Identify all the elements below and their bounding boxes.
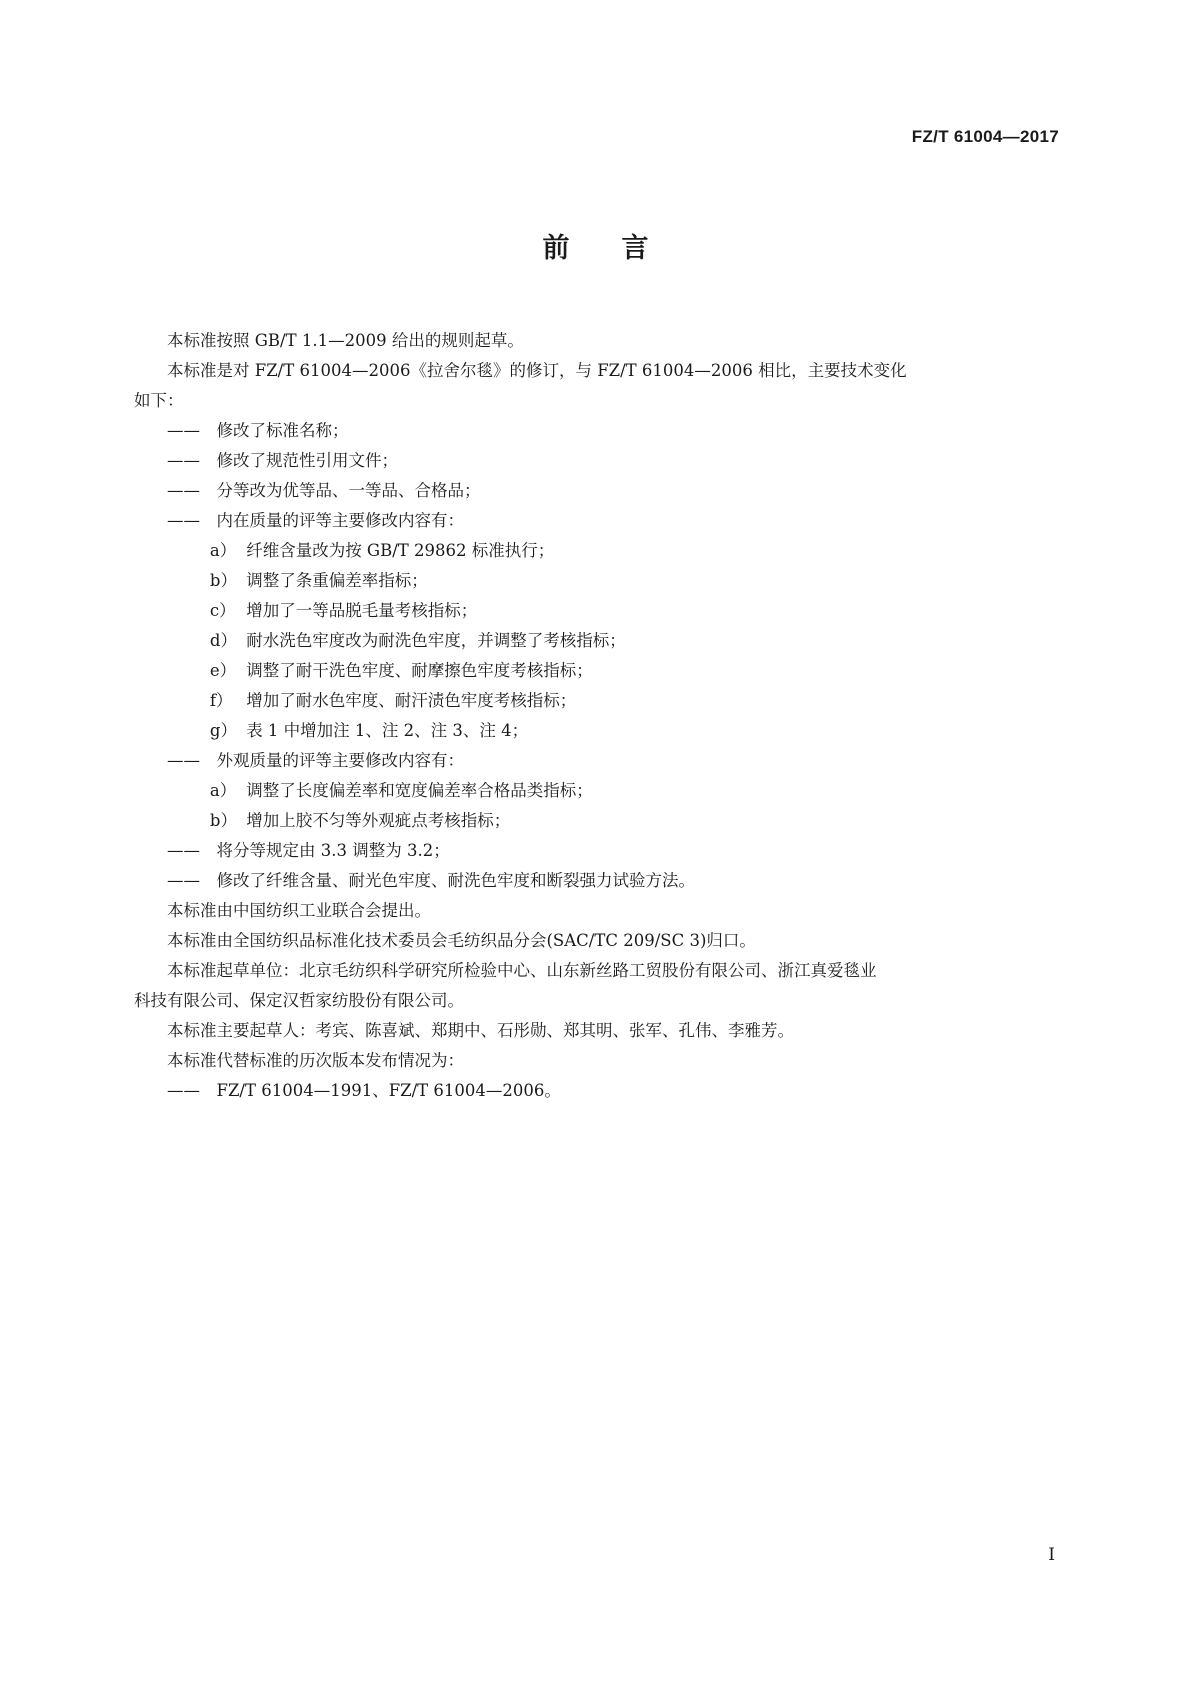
history-item: —— FZ/T 61004—1991、FZ/T 61004—2006。	[167, 1081, 561, 1100]
paragraph-history-heading: 本标准代替标准的历次版本发布情况为：	[167, 1051, 464, 1070]
drafting-units-line-2: 科技有限公司、保定汉哲家纺股份有限公司。	[134, 991, 464, 1010]
foreword-body	[134, 326, 1056, 1106]
revision-intro-line-2: 如下：	[134, 391, 184, 410]
paragraph-revision-intro	[134, 356, 1056, 416]
paragraph-drafting-units	[134, 956, 1056, 1016]
change-item-appearance: —— 外观质量的评等主要修改内容有：	[167, 751, 464, 770]
intrinsic-change-item: c） 增加了一等品脱毛量考核指标；	[209, 601, 478, 620]
intrinsic-change-item: b） 调整了条重偏差率指标；	[209, 571, 428, 590]
intrinsic-change-item: a） 纤维含量改为按 GB/T 29862 标准执行；	[209, 541, 555, 560]
paragraph-centralized-by: 本标准由全国纺织品标准化技术委员会毛纺织品分会(SAC/TC 209/SC 3)归口。	[167, 931, 756, 950]
change-item: —— 修改了纤维含量、耐光色牢度、耐洗色牢度和断裂强力试验方法。	[167, 871, 695, 890]
change-item: —— 分等改为优等品、一等品、合格品；	[167, 481, 481, 500]
paragraph-drafting-rules: 本标准按照 GB/T 1.1—2009 给出的规则起草。	[167, 331, 524, 350]
drafting-units-line-1: 本标准起草单位：北京毛纺织科学研究所检验中心、山东新丝路工贸股份有限公司、浙江真爱毯业	[167, 961, 877, 980]
change-item: —— 内在质量的评等主要修改内容有：	[167, 511, 464, 530]
change-item: —— 将分等规定由 3.3 调整为 3.2；	[167, 841, 450, 860]
paragraph-proposed-by: 本标准由中国纺织工业联合会提出。	[167, 901, 431, 920]
intrinsic-change-item: g） 表 1 中增加注 1、注 2、注 3、注 4；	[209, 721, 529, 740]
intrinsic-change-item: f） 增加了耐水色牢度、耐汗渍色牢度考核指标；	[209, 691, 577, 710]
appearance-change-item: a） 调整了长度偏差率和宽度偏差率合格品类指标；	[209, 781, 593, 800]
intrinsic-change-item: e） 调整了耐干洗色牢度、耐摩擦色牢度考核指标；	[209, 661, 593, 680]
page-number: I	[1048, 1545, 1055, 1565]
change-item: —— 修改了标准名称；	[167, 421, 349, 440]
revision-intro-line-1: 本标准是对 FZ/T 61004—2006《拉舍尔毯》的修订，与 FZ/T 61004—2006 相比，主要技术变化	[167, 361, 907, 380]
standard-code: FZ/T 61004—2017	[911, 127, 1059, 146]
change-item: —— 修改了规范性引用文件；	[167, 451, 398, 470]
page-title: 前言	[542, 233, 701, 264]
appearance-change-item: b） 增加上胶不匀等外观疵点考核指标；	[209, 811, 511, 830]
intrinsic-change-item: d） 耐水洗色牢度改为耐洗色牢度，并调整了考核指标；	[209, 631, 626, 650]
paragraph-drafters: 本标准主要起草人：考宾、陈喜斌、郑期中、石彤勋、郑其明、张军、孔伟、李雅芳。	[167, 1021, 794, 1040]
